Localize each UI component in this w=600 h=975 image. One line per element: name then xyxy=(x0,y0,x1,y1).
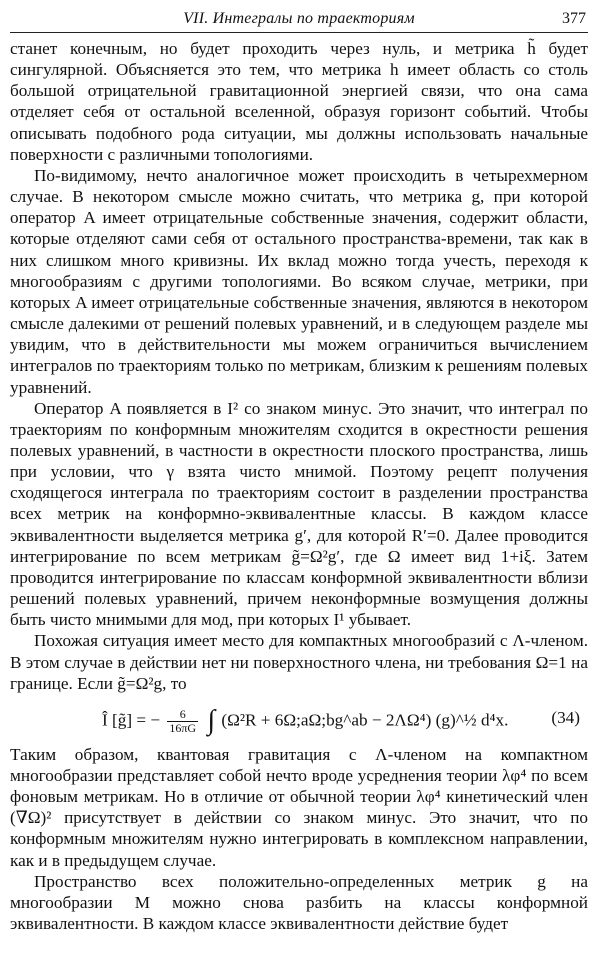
paragraph: Оператор A появляется в I² со знаком минус. Это значит, что интеграл по траекториям по конформным множителям сходится в окрестности решения полевых уравнений, в частности в окрестности плоского пространства, лишь при условии, что γ взята чисто мнимой. Поэтому рецепт получения сходящегося интеграла по траекториям состоит в разделении пространства всех метрик на конформно-эквивалентные классы. В каждом классе эквивалентности выделяется метрика g′, для которой R′=0. Далее проводится интегрирование по всем метрикам g̃=Ω²g′, где Ω имеет вид 1+iξ. Затем проводится интегрирование по классам конформной эквивалентности вблизи решений полевых уравнений, причем неконформные возмущения должны быть чисто мнимыми для мод, при которых I¹ убывает. xyxy=(10,398,588,630)
paragraph: Таким образом, квантовая гравитация с Λ-членом на компактном многообразии представляет собой нечто вроде усреднения теории λφ⁴ по всем фоновым метрикам. Но в отличие от обычной теории λφ⁴ кинетический член (∇Ω)² присутствует в действии со знаком минус. Это значит, что по конформным множителям нужно интегрировать в комплексном направлении, как и в предыдущем случае. xyxy=(10,744,588,870)
page-number: 377 xyxy=(562,10,586,27)
equation-lhs: Î [g̃] = − xyxy=(102,710,161,730)
paragraph: станет конечным, но будет проходить через нуль, и метрика h̃ будет сингулярной. Объясняется это тем, что метрика h имеет область со столь большой отрицательной гравитационной энергией связи, что она сама отделяет себя от остальной вселенной, образуя горизонт событий. Чтобы описывать подобного рода ситуации, мы должны использовать начальные поверхности с различными топологиями. xyxy=(10,39,588,164)
fraction-numerator: 6 xyxy=(167,708,198,722)
fraction xyxy=(167,708,198,735)
page-header xyxy=(10,8,588,33)
paragraph: Пространство всех положительно-определенных метрик g на многообразии M можно снова разбить на классы конформной эквивалентности. В каждом классе эквивалентности действие будет xyxy=(10,871,588,934)
integral-sign: ∫ xyxy=(207,705,216,737)
body-text xyxy=(10,38,588,934)
running-head: VII. Интегралы по траекториям xyxy=(183,10,415,27)
fraction-denominator: 16πG xyxy=(169,720,197,735)
paragraph: По-видимому, нечто аналогичное может происходить в четырехмерном случае. В некотором смысле можно считать, что метрика g, при которой оператор A имеет отрицательные собственные значения, содержит области, которые отделяют сами себя от остального пространства-времени, так как в них слишком много кривизны. Их вклад можно тогда учесть, переходя к многообразиям с другими топологиями. Во всяком случае, метрики, при которых A имеет отрицательные собственные значения, являются в некотором смысле далекими от решений полевых уравнений, и в следующем разделе мы увидим, что в действительности мы можем ограничиться вычислением интегралов по траекториям только по метрикам, близким к решениям полевых уравнений. xyxy=(10,165,588,397)
equation-34 xyxy=(10,696,588,742)
equation-body xyxy=(102,705,509,737)
paragraph: Похожая ситуация имеет место для компактных многообразий с Λ-членом. В этом случае в действии нет ни поверхностного члена, ни требования Ω=1 на границе. Если g̃=Ω²g, то xyxy=(10,631,588,693)
equation-number: (34) xyxy=(551,707,580,727)
equation-integrand: (Ω²R + 6Ω;aΩ;bg^ab − 2ΛΩ⁴) (g)^½ d⁴x. xyxy=(221,710,509,730)
